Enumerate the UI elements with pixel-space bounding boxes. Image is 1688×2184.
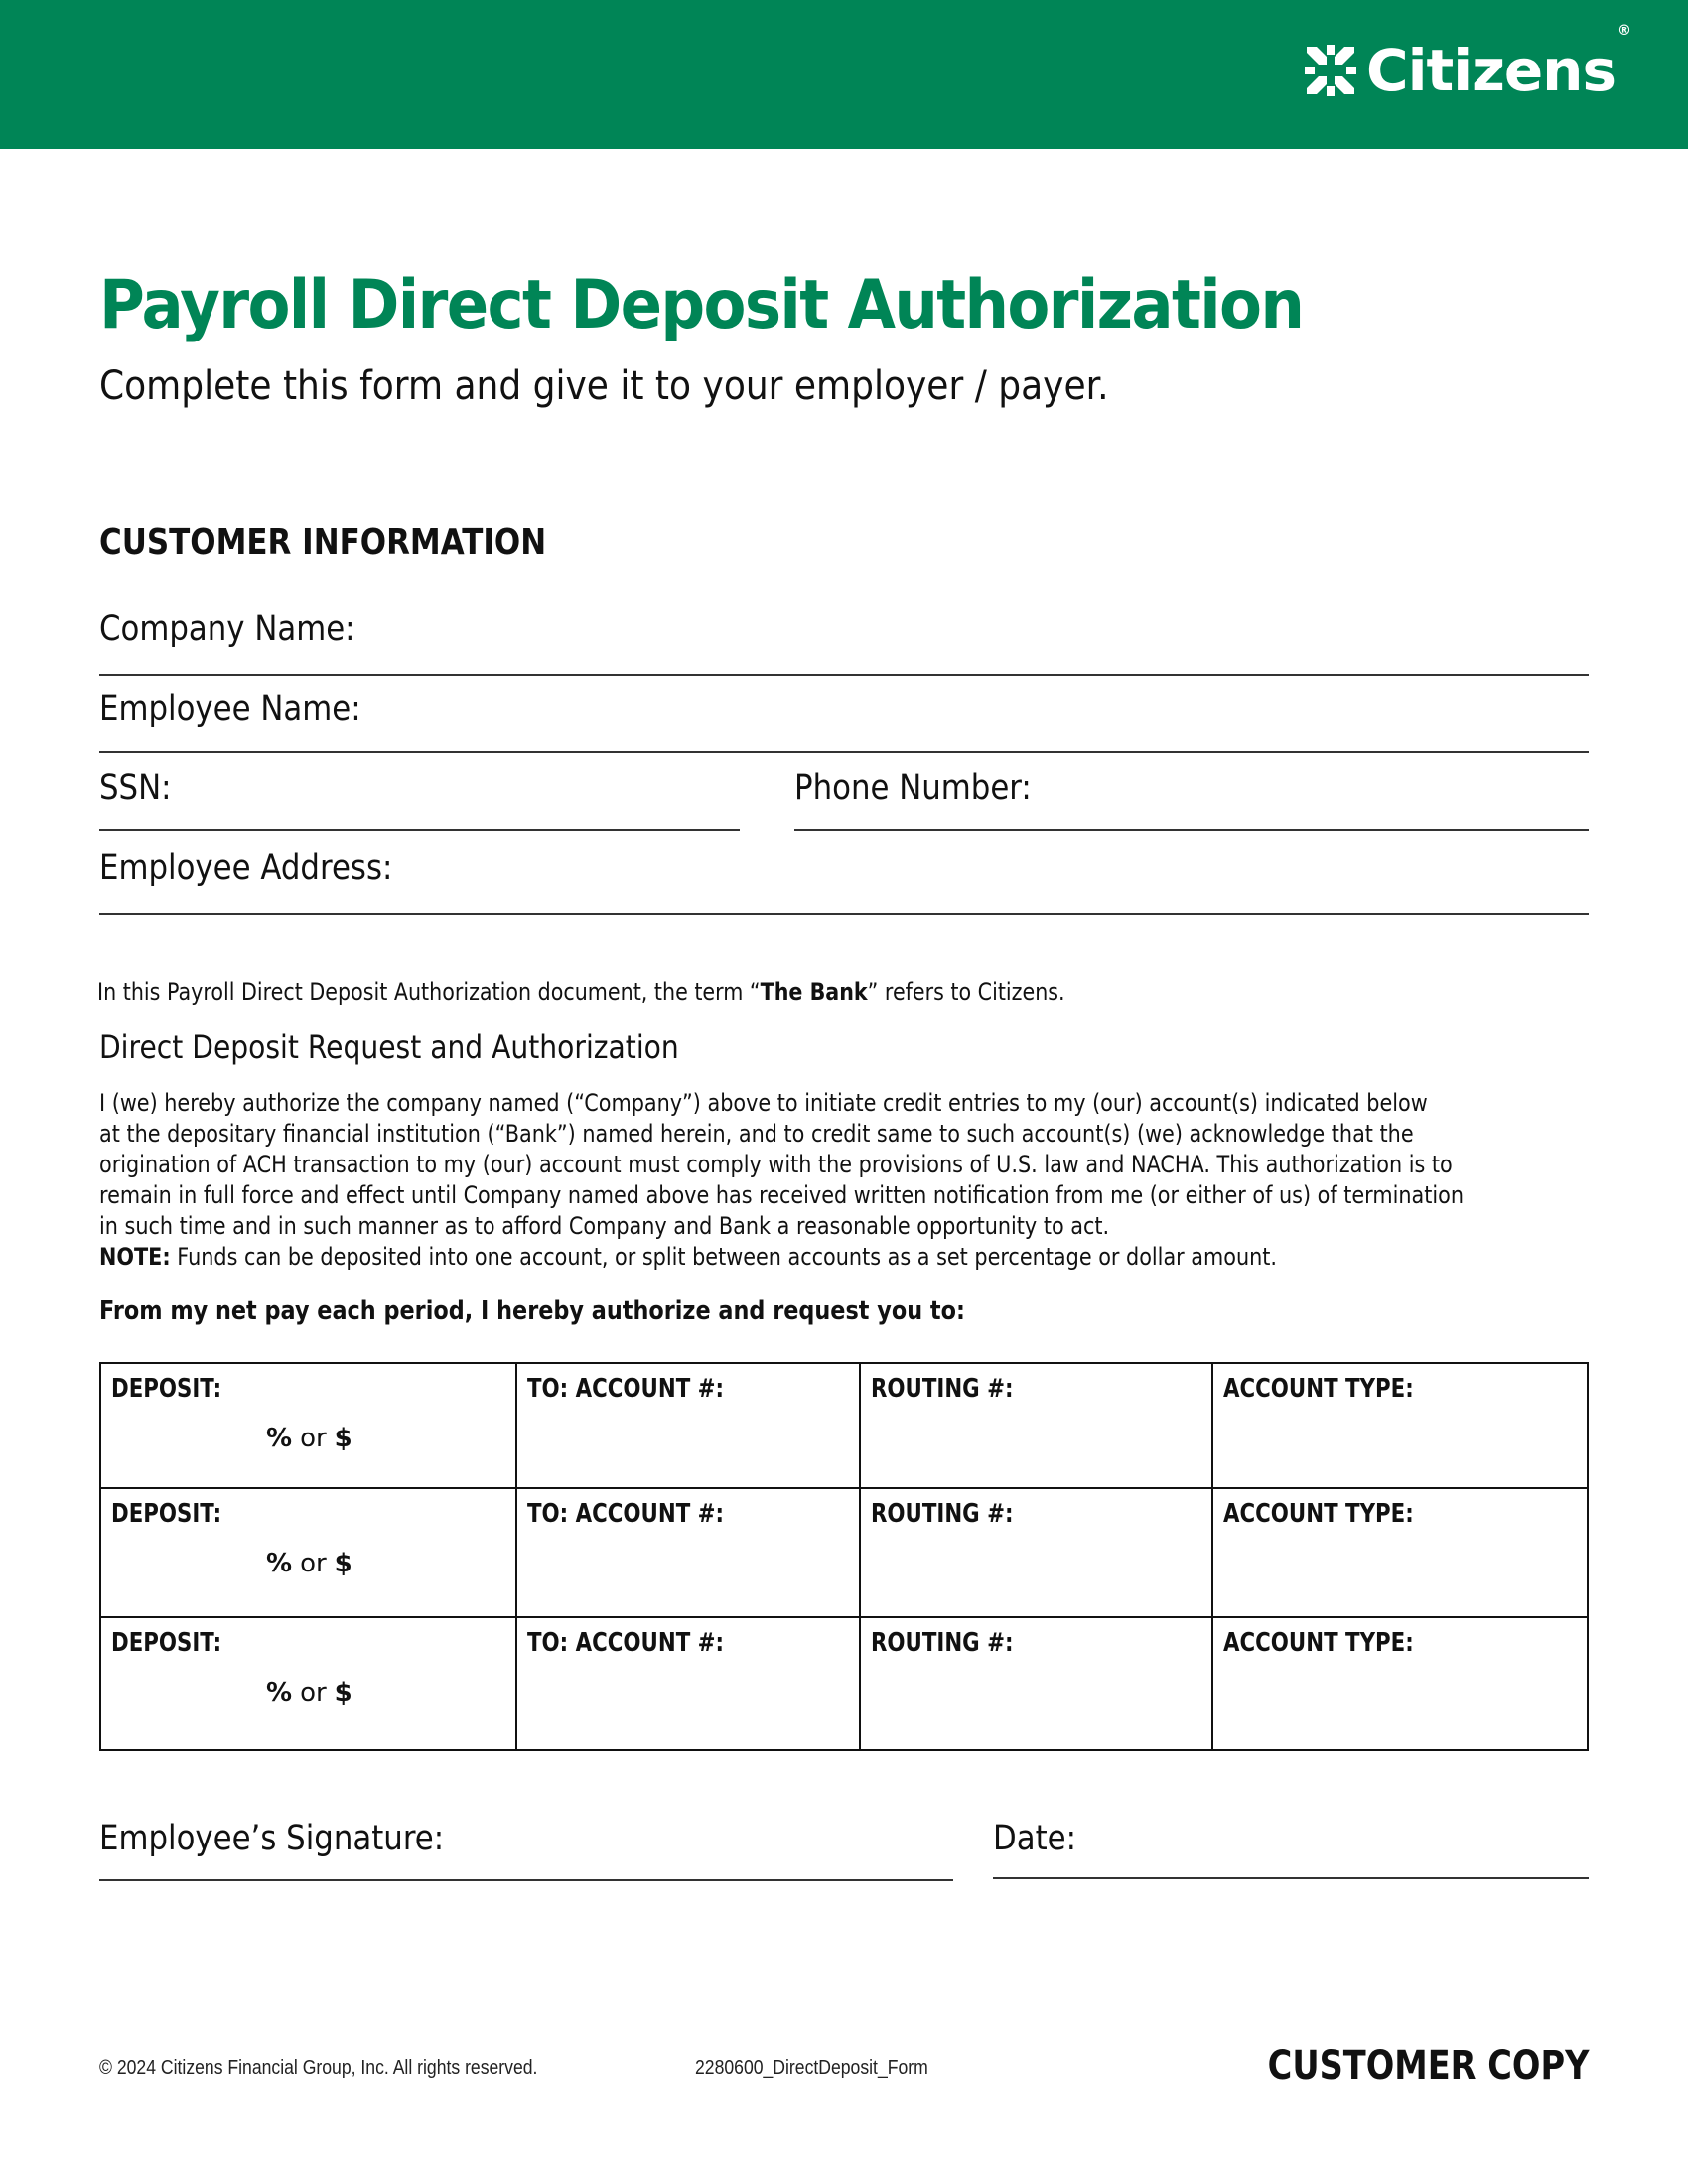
- citizens-star-icon: [1303, 43, 1358, 98]
- account-number-cell[interactable]: [516, 1363, 860, 1488]
- account-type-cell[interactable]: [1212, 1617, 1588, 1750]
- routing-number-cell[interactable]: [860, 1488, 1212, 1617]
- routing-number-label: ROUTING #:: [870, 1499, 1014, 1529]
- employee-name-input[interactable]: [377, 695, 1583, 747]
- account-type-label: ACCOUNT TYPE:: [1223, 1628, 1415, 1658]
- routing-number-label: ROUTING #:: [870, 1628, 1014, 1658]
- note-line: [99, 1242, 1577, 1273]
- account-number-cell[interactable]: [516, 1488, 860, 1617]
- employee-name-label: Employee Name:: [99, 689, 361, 729]
- date-input[interactable]: [1092, 1825, 1583, 1876]
- employee-name-underline: [99, 751, 1589, 753]
- dollar-symbol: $: [334, 1424, 352, 1453]
- deposit-cell[interactable]: [100, 1617, 516, 1750]
- paragraph-line: I (we) hereby authorize the company named (“Company”) above to initiate credit entries to my (our) account(s) indicated below: [99, 1089, 1428, 1117]
- or-text: or: [300, 1678, 327, 1707]
- percent-or-dollar: [266, 1424, 352, 1453]
- ssn-input[interactable]: [179, 774, 739, 826]
- paragraph-line: origination of ACH transaction to my (our) account must comply with the provisions of U.S. law and NACHA. This authorization is to: [99, 1151, 1453, 1178]
- form-code: 2280600_DirectDeposit_Form: [695, 2057, 928, 2079]
- deposit-table: [99, 1362, 1589, 1751]
- routing-number-cell[interactable]: [860, 1363, 1212, 1488]
- table-row: [100, 1363, 1588, 1488]
- paragraph-line: in such time and in such manner as to afford Company and Bank a reasonable opportunity to act.: [99, 1212, 1110, 1240]
- account-number-label: TO: ACCOUNT #:: [527, 1628, 725, 1658]
- authorization-paragraph: [99, 1088, 1577, 1273]
- signature-underline: [99, 1879, 953, 1881]
- company-name-input[interactable]: [367, 617, 1583, 669]
- ssn-label: SSN:: [99, 768, 172, 808]
- employee-address-underline: [99, 913, 1589, 915]
- deposit-label: DEPOSIT:: [111, 1499, 222, 1529]
- definition-term: The Bank: [760, 978, 868, 1006]
- routing-number-cell[interactable]: [860, 1617, 1212, 1750]
- authorization-heading: Direct Deposit Request and Authorization: [99, 1028, 679, 1066]
- employee-address-label: Employee Address:: [99, 848, 393, 887]
- definition-suffix: ” refers to Citizens.: [867, 978, 1065, 1006]
- account-number-label: TO: ACCOUNT #:: [527, 1499, 725, 1529]
- company-name-underline: [99, 674, 1589, 676]
- signature-label: Employee’s Signature:: [99, 1819, 445, 1858]
- signature-input[interactable]: [467, 1825, 947, 1876]
- account-type-cell[interactable]: [1212, 1363, 1588, 1488]
- bank-definition: [97, 978, 1065, 1006]
- account-type-label: ACCOUNT TYPE:: [1223, 1374, 1415, 1404]
- date-label: Date:: [993, 1819, 1076, 1858]
- date-underline: [993, 1877, 1589, 1879]
- customer-information-heading: CUSTOMER INFORMATION: [99, 522, 547, 563]
- definition-prefix: In this Payroll Direct Deposit Authorization document, the term “: [97, 978, 761, 1006]
- phone-number-underline: [794, 829, 1589, 831]
- or-text: or: [300, 1424, 327, 1453]
- phone-number-input[interactable]: [1053, 774, 1583, 826]
- routing-number-label: ROUTING #:: [870, 1374, 1014, 1404]
- account-number-label: TO: ACCOUNT #:: [527, 1374, 725, 1404]
- registered-mark: ®: [1618, 23, 1630, 39]
- phone-number-label: Phone Number:: [794, 768, 1032, 808]
- header-banner: [0, 0, 1688, 149]
- brand-name: Citizens®: [1366, 23, 1630, 104]
- percent-symbol: %: [266, 1549, 293, 1578]
- copyright-notice: © 2024 Citizens Financial Group, Inc. All rights reserved.: [99, 2057, 538, 2079]
- customer-copy-label: CUSTOMER COPY: [1267, 2043, 1589, 2089]
- dollar-symbol: $: [334, 1549, 352, 1578]
- employee-address-input[interactable]: [417, 854, 1583, 905]
- percent-symbol: %: [266, 1424, 293, 1453]
- citizens-logo: [1303, 23, 1630, 104]
- or-text: or: [300, 1549, 327, 1578]
- deposit-label: DEPOSIT:: [111, 1374, 222, 1404]
- percent-or-dollar: [266, 1549, 352, 1578]
- company-name-label: Company Name:: [99, 610, 355, 649]
- deposit-cell[interactable]: [100, 1488, 516, 1617]
- percent-symbol: %: [266, 1678, 293, 1707]
- percent-or-dollar: [266, 1678, 352, 1707]
- account-type-label: ACCOUNT TYPE:: [1223, 1499, 1415, 1529]
- page-title: Payroll Direct Deposit Authorization: [99, 266, 1304, 344]
- page-subtitle: Complete this form and give it to your employer / payer.: [99, 363, 1109, 409]
- note-text: Funds can be deposited into one account, or split between accounts as a set percentage or dollar amount.: [170, 1243, 1277, 1271]
- deposit-cell[interactable]: [100, 1363, 516, 1488]
- paragraph-line: remain in full force and effect until Company named above has received written notification from me (or either of us) of termination: [99, 1181, 1464, 1209]
- table-row: [100, 1488, 1588, 1617]
- paragraph-line: at the depositary financial institution (“Bank”) named herein, and to credit same to such account(s) (we) acknowledge that the: [99, 1120, 1414, 1148]
- ssn-underline: [99, 829, 740, 831]
- dollar-symbol: $: [334, 1678, 352, 1707]
- deposit-label: DEPOSIT:: [111, 1628, 222, 1658]
- table-row: [100, 1617, 1588, 1750]
- account-number-cell[interactable]: [516, 1617, 860, 1750]
- deposit-instruction: From my net pay each period, I hereby authorize and request you to:: [99, 1297, 965, 1326]
- note-label: NOTE:: [99, 1243, 171, 1271]
- account-type-cell[interactable]: [1212, 1488, 1588, 1617]
